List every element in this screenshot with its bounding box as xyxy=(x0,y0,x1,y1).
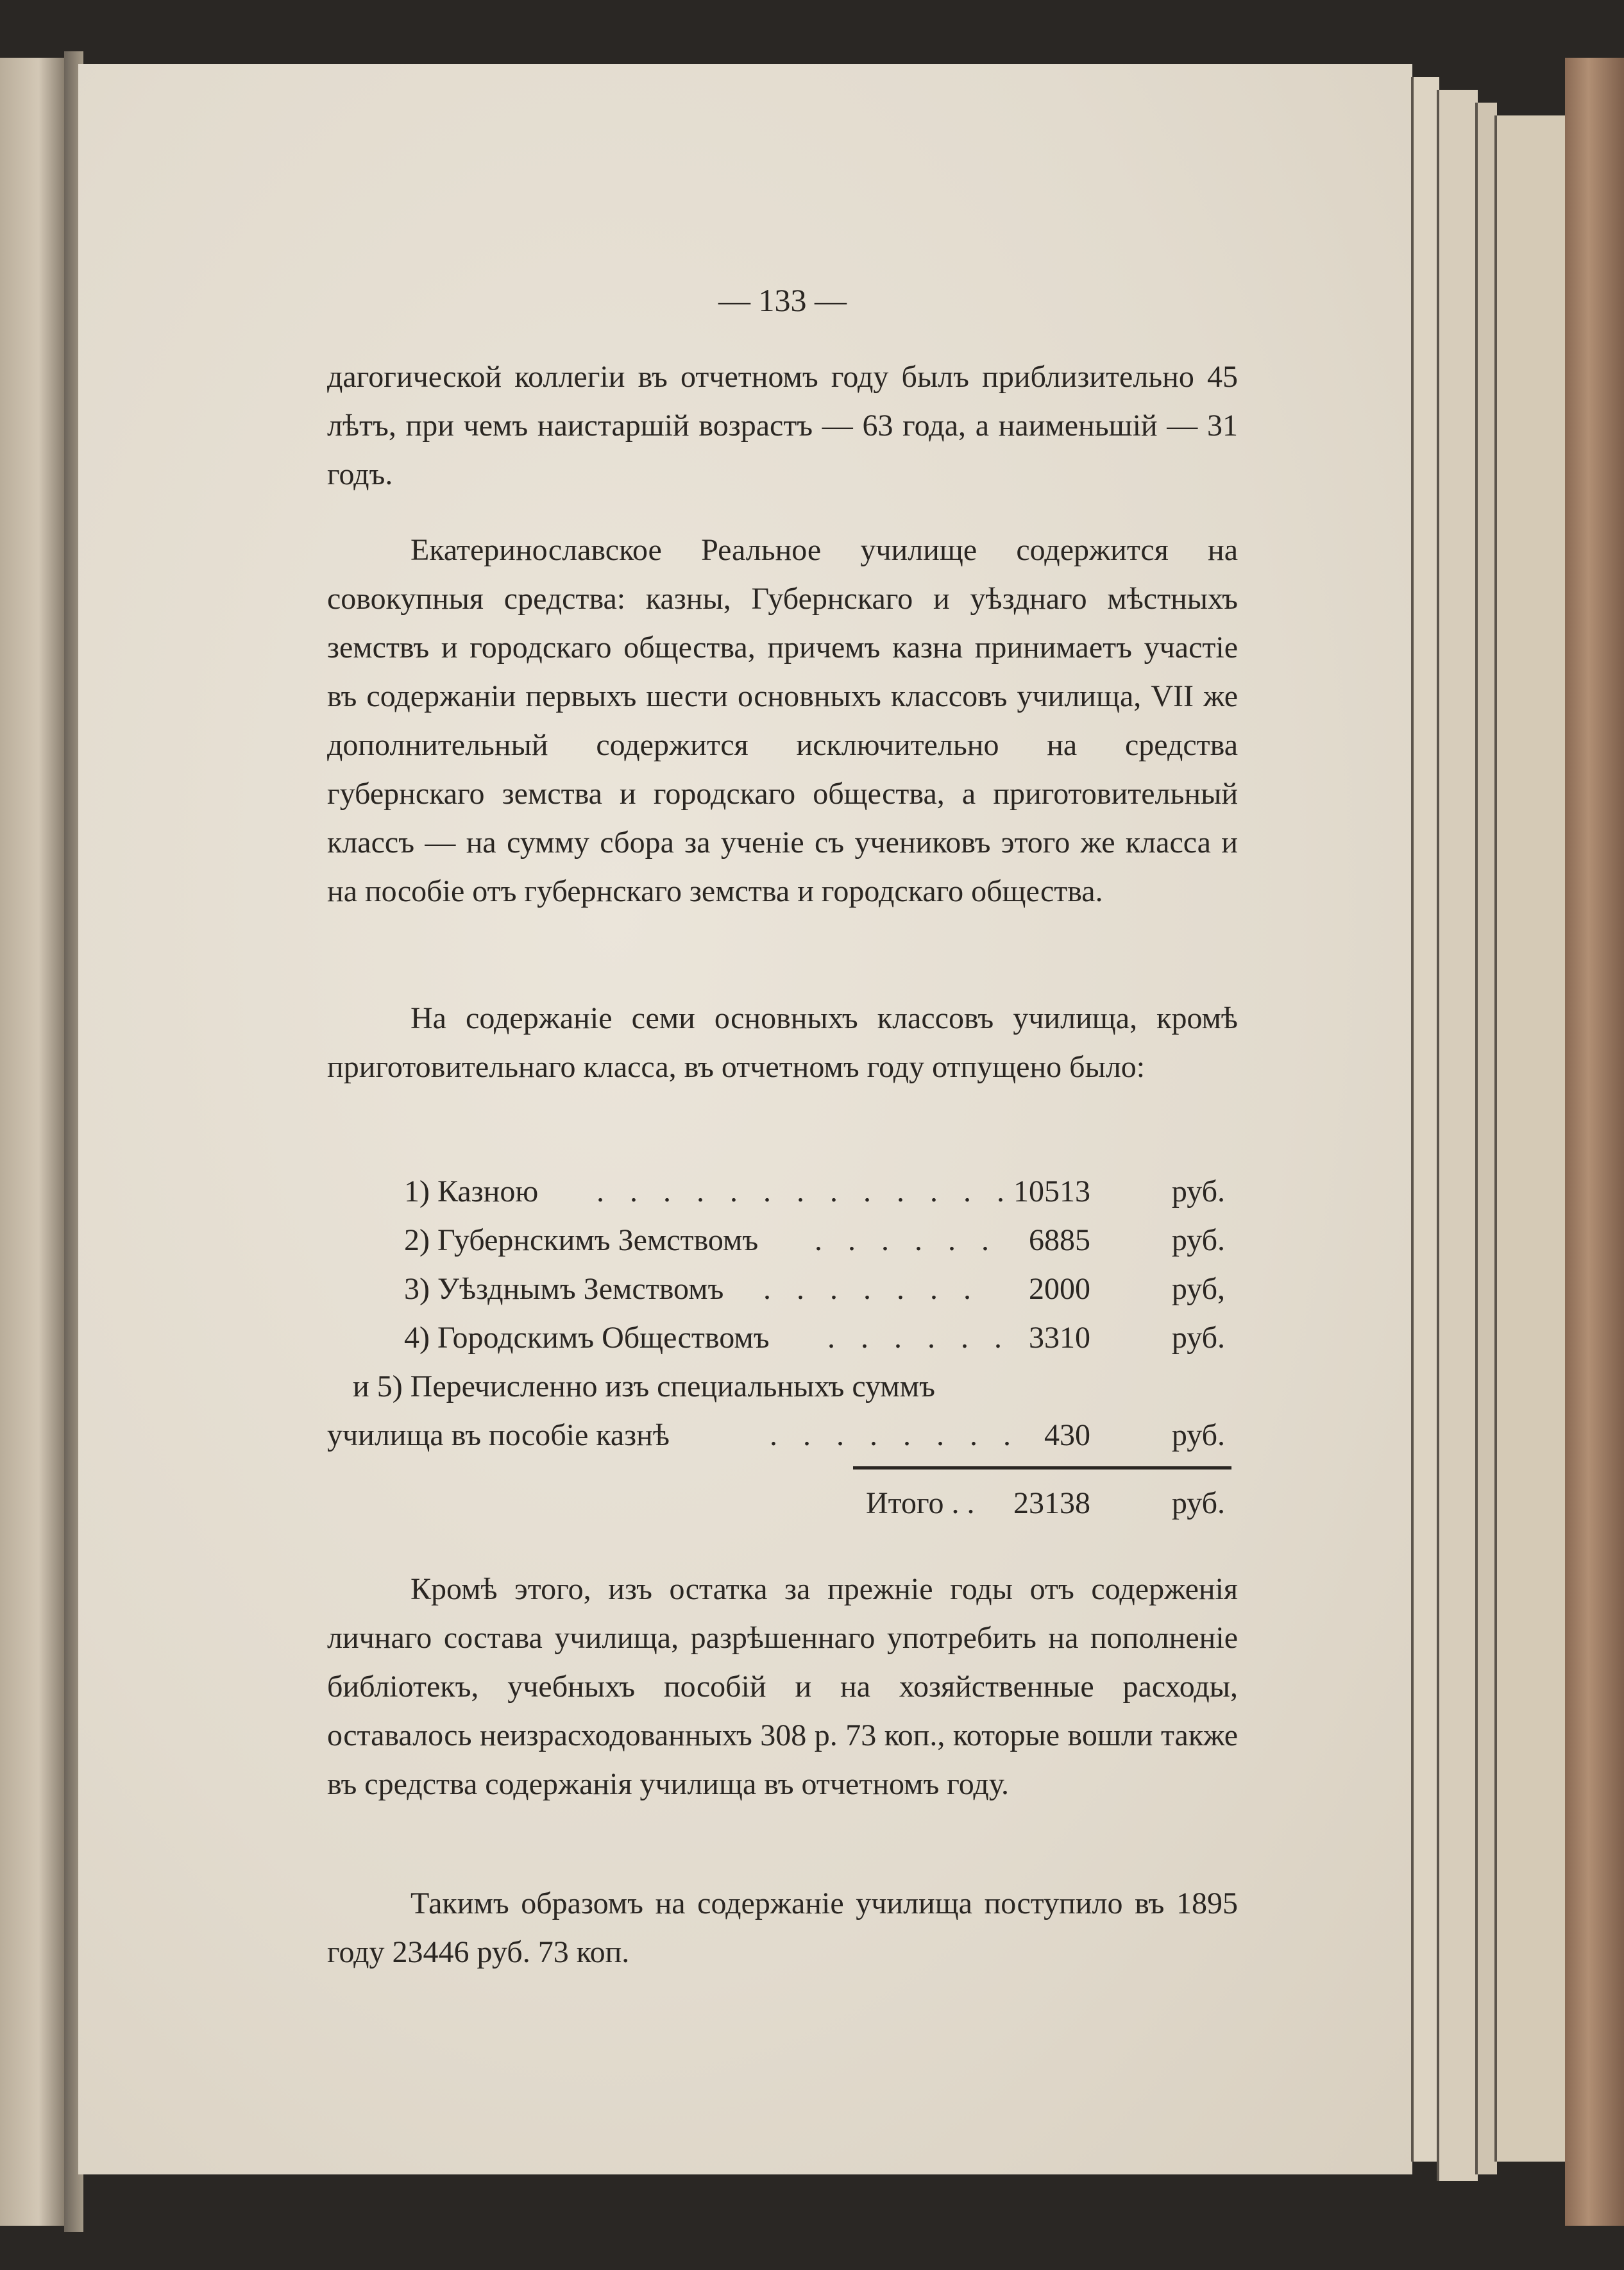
budget-amount: 6885 xyxy=(1029,1223,1090,1257)
total-label: Итого . . xyxy=(866,1486,975,1520)
total-amount: 23138 xyxy=(1013,1486,1090,1520)
budget-total-row xyxy=(327,1479,1238,1528)
budget-row xyxy=(327,1167,1238,1216)
budget-label: 2) Губернскимъ Земствомъ xyxy=(404,1223,759,1257)
left-facing-page xyxy=(0,58,64,2226)
budget-dots: . . . . . . xyxy=(815,1223,998,1257)
budget-amount: 3310 xyxy=(1029,1321,1090,1355)
budget-unit: руб, xyxy=(1171,1272,1225,1306)
page-edge xyxy=(1475,103,1497,2174)
page-edge xyxy=(1494,115,1568,2162)
budget-amount: 430 xyxy=(1044,1418,1090,1452)
budget-row xyxy=(327,1216,1238,1265)
budget-label: 4) Городскимъ Обществомъ xyxy=(404,1321,770,1355)
budget-unit: руб. xyxy=(1171,1223,1225,1257)
budget-row xyxy=(327,1314,1238,1362)
budget-label: и 5) Перечисленно изъ специальныхъ суммъ xyxy=(353,1369,935,1403)
budget-dots: . . . . . . . xyxy=(763,1272,980,1306)
budget-amount: 10513 xyxy=(1013,1174,1090,1208)
book-cover-edge xyxy=(1565,58,1624,2226)
total-unit: руб. xyxy=(1171,1486,1225,1520)
paragraph-5: Такимъ образомъ на содержаніе училища поступило въ 1895 году 23446 руб. 73 коп. xyxy=(327,1886,1238,1969)
paragraph-2: Екатеринославское Реальное училище содержится на совокупныя средства: казны, Губернскаго и уѣзднаго мѣстныхъ земствъ и городскаго общества, причемъ казна принимаетъ участіе въ содержаніи первыхъ шести основныхъ классовъ училища, VII же дополнительный содержится исключительно на средства губернскаго земства и городскаго общества, а приготовительный классъ — на сумму сбора за ученіе съ учениковъ этого же класса и на пособіе отъ губернскаго земства и городскаго общества. xyxy=(327,533,1238,908)
total-rule xyxy=(853,1466,1231,1470)
budget-dots: . . . . . . . . xyxy=(770,1418,1020,1452)
budget-label: 3) Уѣзднымъ Земствомъ xyxy=(404,1272,724,1306)
budget-row xyxy=(327,1411,1238,1460)
page-edge xyxy=(1411,77,1439,2162)
budget-row xyxy=(327,1265,1238,1314)
budget-table xyxy=(327,1167,1238,1520)
budget-label: 1) Казною xyxy=(404,1174,539,1208)
budget-unit: руб. xyxy=(1171,1174,1225,1208)
budget-label: училища въ пособіе казнѣ xyxy=(327,1418,670,1452)
budget-row xyxy=(327,1362,1238,1411)
page-edge xyxy=(1437,90,1478,2181)
budget-dots: . . . . . . xyxy=(827,1321,1011,1355)
budget-amount: 2000 xyxy=(1029,1272,1090,1306)
budget-unit: руб. xyxy=(1171,1418,1225,1452)
page-number: — 133 — xyxy=(718,282,847,318)
paragraph-3: На содержаніе семи основныхъ классовъ училища, кромѣ приготовительнаго класса, въ отчетномъ году отпущено было: xyxy=(327,1001,1238,1084)
paragraph-1: дагогической коллегіи въ отчетномъ году былъ приблизительно 45 лѣтъ, при чемъ наистаршій возрастъ — 63 года, а наименьшій — 31 годъ. xyxy=(327,360,1238,491)
paragraph-4: Кромѣ этого, изъ остатка за прежніе годы отъ содерженія личнаго состава училища, разрѣшеннаго употребить на пополненіе библіотекъ, учебныхъ пособій и на хозяйственные расходы, оставалось неизрасходованныхъ 308 р. 73 коп., которые вошли также въ средства содержанія училища въ отчетномъ году. xyxy=(327,1572,1238,1801)
budget-dots: . . . . . . . . . . . . . xyxy=(596,1174,1013,1208)
budget-unit: руб. xyxy=(1171,1321,1225,1355)
